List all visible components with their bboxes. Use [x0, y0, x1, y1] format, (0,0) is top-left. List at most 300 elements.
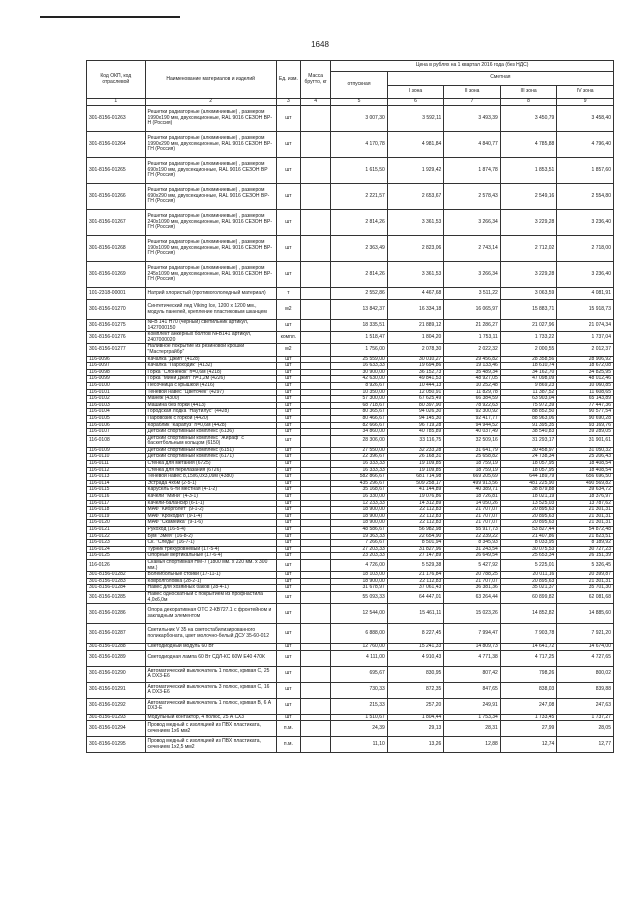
item-name: Синтетический лед Viking Ice, 1200 х 1200 мм., модуль панелей, крепление пластиковым шканцем	[145, 300, 276, 320]
price-release: 30 900,00	[331, 369, 388, 376]
price-release: 18 900,00	[331, 507, 388, 514]
price-zone-4: 31 050,32	[557, 447, 614, 454]
price-release: 42 630,00	[331, 376, 388, 383]
item-mass	[300, 210, 330, 236]
price-zone-3: 53 827,44	[500, 527, 557, 534]
price-zone-2: 21 707,07	[444, 520, 501, 527]
price-zone-3: 14 852,82	[500, 604, 557, 624]
page-number: 1648	[311, 40, 329, 49]
item-code: 116-0108	[87, 435, 146, 447]
item-unit: шт	[276, 714, 300, 721]
price-zone-3: 34 162,70	[500, 369, 557, 376]
item-unit: шт	[276, 474, 300, 481]
price-zone-4: 2 012,37	[557, 344, 614, 356]
item-mass	[300, 382, 330, 389]
price-zone-3: 15 883,71	[500, 300, 557, 320]
price-zone-4: 14 674,00	[557, 644, 614, 651]
price-zone-3: 30 458,97	[500, 447, 557, 454]
price-release: 12 760,00	[331, 644, 388, 651]
item-unit: шт	[276, 513, 300, 520]
table-row	[87, 624, 614, 644]
price-zone-4: 3 458,40	[557, 106, 614, 132]
price-release: 1 518,47	[331, 332, 388, 344]
item-unit: шт	[276, 540, 300, 547]
item-name: Турник трехуровневый (17-5-4)	[145, 546, 276, 553]
price-zone-3: 644 189,79	[500, 474, 557, 481]
item-code: 116-0102	[87, 396, 146, 403]
price-zone-3: 35 021,37	[500, 585, 557, 592]
col-number: 9	[557, 99, 614, 106]
price-zone-3: 20 895,63	[500, 513, 557, 520]
price-release: 2 552,86	[331, 288, 388, 300]
item-name: Качели "Мини" (4-3-1)	[145, 494, 276, 501]
item-unit: шт	[276, 487, 300, 494]
price-release: 25 559,00	[331, 356, 388, 363]
item-code: 301-8156-01290	[87, 666, 146, 682]
header-zone-2: II зона	[444, 85, 501, 99]
price-zone-3: 3 063,59	[500, 288, 557, 300]
item-unit: шт	[276, 363, 300, 370]
price-zone-3: 18 610,74	[500, 363, 557, 370]
price-zone-2: 21 707,07	[444, 513, 501, 520]
price-zone-2: 63 264,44	[444, 591, 501, 603]
price-release: 19 363,33	[331, 533, 388, 540]
item-name: Решетки радиаторные (алюминиевые) , размером 190х1090 мм, двухсекционные, RAL 9016 СЕЗОН ВР-ГН (Россия)	[145, 236, 276, 262]
price-zone-4: 35 701,30	[557, 585, 614, 592]
price-zone-2: 3 511,22	[444, 288, 501, 300]
price-release: 695,67	[331, 666, 388, 682]
price-zone-1: 94 026,30	[387, 409, 444, 416]
item-name: Модульный контактор, 4 полюс, 25 А СХ3	[145, 714, 276, 721]
header-unit: Ед. изм.	[276, 61, 300, 99]
item-unit: шт	[276, 356, 300, 363]
price-release: 80 365,67	[331, 409, 388, 416]
item-mass	[300, 494, 330, 501]
price-zone-2: 1 753,11	[444, 332, 501, 344]
price-release: 582 866,67	[331, 474, 388, 481]
table-row	[87, 320, 614, 332]
item-name: Автоматический выключатель 3 полюс, кривая С, 16 А DX3-E6	[145, 682, 276, 698]
price-zone-4: 800,02	[557, 666, 614, 682]
table-row	[87, 288, 614, 300]
price-zone-2: 18 726,81	[444, 494, 501, 501]
price-zone-2: 21 707,07	[444, 578, 501, 585]
item-code: 116-0121	[87, 527, 146, 534]
item-mass	[300, 447, 330, 454]
price-zone-1: 37 061,43	[387, 585, 444, 592]
item-unit: шт	[276, 396, 300, 403]
col-number: 5	[331, 99, 388, 106]
item-unit: шт	[276, 533, 300, 540]
item-name: Светильник V 35 на светостабилизированного поликарбоната, цвет молочно-белый ДСУ 35-60-012	[145, 624, 276, 644]
item-name: Манеж (4300)	[145, 396, 276, 403]
price-zone-2: 5 427,92	[444, 559, 501, 571]
item-name: Эстрада 4х6м (2-5-1)	[145, 480, 276, 487]
price-zone-2: 48 927,05	[444, 376, 501, 383]
header-code: Код ОКП, код отраслевой	[87, 61, 146, 99]
item-unit: м2	[276, 344, 300, 356]
item-name: Волейбольные стойки (17-11-1)	[145, 572, 276, 579]
price-release: 12 544,00	[331, 604, 388, 624]
item-mass	[300, 300, 330, 320]
item-unit: шт	[276, 507, 300, 514]
item-mass	[300, 533, 330, 540]
price-release: 16 333,33	[331, 467, 388, 474]
price-release: 2 221,57	[331, 184, 388, 210]
price-release: 215,33	[331, 698, 388, 714]
price-zone-2: 32 509,16	[444, 435, 501, 447]
item-name: Качалка "Пароходик" (4132)	[145, 363, 276, 370]
item-unit: шт	[276, 369, 300, 376]
price-zone-3: 21 027,96	[500, 320, 557, 332]
col-number: 7	[444, 99, 501, 106]
price-release: 4 726,00	[331, 559, 388, 571]
item-code: 116-0113	[87, 474, 146, 481]
price-zone-3: 91 395,35	[500, 422, 557, 429]
item-mass	[300, 236, 330, 262]
item-mass	[300, 435, 330, 447]
item-unit: шт	[276, 494, 300, 501]
price-zone-2: 2 743,14	[444, 236, 501, 262]
item-name: Стенка для перелазания (6726)	[145, 467, 276, 474]
item-mass	[300, 513, 330, 520]
price-zone-2: 19 133,46	[444, 363, 501, 370]
item-mass	[300, 467, 330, 474]
item-mass	[300, 344, 330, 356]
item-mass	[300, 402, 330, 409]
table-body	[87, 106, 614, 753]
price-release: 8 926,67	[331, 382, 388, 389]
item-mass	[300, 356, 330, 363]
price-zone-1: 2 823,06	[387, 236, 444, 262]
item-code: 116-0100	[87, 382, 146, 389]
item-name: Кораблик "Карапуз" h=0,6м (4428)	[145, 422, 276, 429]
item-unit: шт	[276, 572, 300, 579]
price-zone-3: 31 293,17	[500, 435, 557, 447]
price-zone-1: 94 145,30	[387, 415, 444, 422]
item-name: Теневой навес 8,15х6,0х3,09м (4380)	[145, 474, 276, 481]
table-row	[87, 737, 614, 753]
price-zone-1: 12 050,91	[387, 389, 444, 396]
item-name: Паровозик с горкой (4420)	[145, 415, 276, 422]
item-mass	[300, 714, 330, 721]
price-zone-4: 18 376,97	[557, 494, 614, 501]
price-zone-2: 31 641,79	[444, 447, 501, 454]
item-name: Решетки радиаторные (алюминиевые) , размером 245х1090 мм, двухсекционные, RAL 9016 СЕЗОН ВР-ГН (Россия)	[145, 262, 276, 288]
item-mass	[300, 624, 330, 644]
price-zone-3: 20 895,63	[500, 507, 557, 514]
price-zone-2: 40 389,71	[444, 487, 501, 494]
price-release: 4 111,00	[331, 650, 388, 666]
price-zone-2: 7 994,47	[444, 624, 501, 644]
item-mass	[300, 288, 330, 300]
item-name: Городская лодка "Наутилус" (4428)	[145, 409, 276, 416]
price-zone-4: 18 672,08	[557, 363, 614, 370]
price-release: 35 168,67	[331, 487, 388, 494]
price-zone-4: 4 796,40	[557, 132, 614, 158]
price-release: 2 814,26	[331, 262, 388, 288]
price-zone-3: 5 225,01	[500, 559, 557, 571]
price-release: 16 330,00	[331, 494, 388, 501]
price-zone-2: 12,88	[444, 737, 501, 753]
price-release: 1 756,00	[331, 344, 388, 356]
item-mass	[300, 369, 330, 376]
price-zone-4: 26 151,39	[557, 553, 614, 560]
price-zone-1: 22 112,83	[387, 513, 444, 520]
price-zone-3: 18 057,95	[500, 461, 557, 468]
price-zone-2: 669 205,69	[444, 474, 501, 481]
table-row	[87, 184, 614, 210]
item-code: 116-0126	[87, 559, 146, 571]
item-name: Скамья спортивная НМ-7 (1800 мм. х 220 мм. х 300 мм.)	[145, 559, 276, 571]
price-zone-1: 29,13	[387, 721, 444, 737]
price-zone-1: 26 168,31	[387, 454, 444, 461]
item-name: Стенка для метания (6725)	[145, 461, 276, 468]
price-zone-4: 21 301,31	[557, 520, 614, 527]
table-row	[87, 650, 614, 666]
price-zone-1: 10 444,13	[387, 382, 444, 389]
header-zone-4: IV зона	[557, 85, 614, 99]
table-row	[87, 714, 614, 721]
item-name: МАФ "Крокодил" (9-1-4)	[145, 513, 276, 520]
col-number: 4	[300, 99, 330, 106]
price-release: 3 007,30	[331, 106, 388, 132]
price-zone-2: 25 658,82	[444, 454, 501, 461]
price-zone-2: 4 771,38	[444, 650, 501, 666]
price-zone-1: 4 910,43	[387, 650, 444, 666]
item-unit: шт	[276, 553, 300, 560]
item-mass	[300, 500, 330, 507]
price-zone-3: 38 879,88	[500, 487, 557, 494]
price-zone-2: 11 829,78	[444, 389, 501, 396]
item-code: 116-0124	[87, 546, 146, 553]
table-row	[87, 604, 614, 624]
item-code: 116-0103	[87, 402, 146, 409]
price-zone-4: 90 577,54	[557, 409, 614, 416]
item-unit: шт	[276, 158, 300, 184]
price-zone-2: 8 345,93	[444, 540, 501, 547]
table-row	[87, 300, 614, 320]
item-mass	[300, 158, 330, 184]
price-release: 730,33	[331, 682, 388, 698]
price-zone-1: 1 929,42	[387, 158, 444, 184]
price-zone-3: 38 540,83	[500, 429, 557, 436]
price-zone-1: 1 804,20	[387, 332, 444, 344]
price-zone-4: 34 825,95	[557, 369, 614, 376]
item-code: 116-0122	[87, 533, 146, 540]
item-name: Детский спортивный комплекс "Жираф" с баскетбольным кольцом (6150)	[145, 435, 276, 447]
price-zone-4: 25 206,43	[557, 454, 614, 461]
item-unit: м2	[276, 300, 300, 320]
price-release: 48 586,67	[331, 527, 388, 534]
price-release: 27 203,33	[331, 546, 388, 553]
item-mass	[300, 409, 330, 416]
price-zone-4: 39 634,72	[557, 487, 614, 494]
item-mass	[300, 520, 330, 527]
price-release: 22 396,67	[331, 454, 388, 461]
item-code: 116-0097	[87, 363, 146, 370]
price-release: 18 900,00	[331, 513, 388, 520]
price-release: 57 300,00	[331, 396, 388, 403]
price-release: 18 900,00	[331, 578, 388, 585]
item-name: Детский спортивный комплекс (6171)	[145, 454, 276, 461]
item-mass	[300, 389, 330, 396]
item-name: NFB 141 H70 (черный) светильник артикул, 1427000150	[145, 320, 276, 332]
table-row	[87, 236, 614, 262]
price-zone-3: 20 895,63	[500, 578, 557, 585]
price-zone-3: 4 717,25	[500, 650, 557, 666]
table-row	[87, 591, 614, 603]
item-name: Автоматический выключатель 1 полюс, кривая С, 25 А DX3-E6	[145, 666, 276, 682]
price-zone-2: 15 023,26	[444, 604, 501, 624]
item-name: Навес односкатный с покрытием из профнастила 4,0х6,0м	[145, 591, 276, 603]
item-mass	[300, 698, 330, 714]
item-code: 116-0123	[87, 540, 146, 547]
item-name: МАФ "Скамейка" (9-1-6)	[145, 520, 276, 527]
item-unit: компл.	[276, 332, 300, 344]
price-zone-4: 14 885,60	[557, 604, 614, 624]
item-code: 301-8156-01276	[87, 332, 146, 344]
price-zone-2: 35 489,34	[444, 369, 501, 376]
item-unit: шт	[276, 585, 300, 592]
item-name: Наливное покрытие из резиновой крошки "Мастерграйбр"	[145, 344, 276, 356]
item-mass	[300, 363, 330, 370]
price-zone-3: 88 963,06	[500, 415, 557, 422]
price-zone-1: 40 785,89	[387, 429, 444, 436]
item-name: Решетки радиаторные (алюминиевые) , размером 690х290 мм, двухсекционные, RAL 9016 СЕЗОН ВР-ГН (Россия)	[145, 184, 276, 210]
item-code: 301-8156-01270	[87, 300, 146, 320]
price-zone-3: 1 733,45	[500, 714, 557, 721]
item-code: 301-8156-01263	[87, 106, 146, 132]
item-mass	[300, 429, 330, 436]
price-zone-1: 19 076,86	[387, 494, 444, 501]
price-zone-1: 49 841,53	[387, 376, 444, 383]
price-zone-4: 21 074,34	[557, 320, 614, 332]
price-zone-4: 4 081,91	[557, 288, 614, 300]
col-number: 6	[387, 99, 444, 106]
price-zone-1: 3 361,53	[387, 210, 444, 236]
col-number: 1	[87, 99, 146, 106]
item-code: 101-2318-00001	[87, 288, 146, 300]
item-unit: шт	[276, 184, 300, 210]
price-zone-2: 14 809,73	[444, 644, 501, 651]
item-code: 116-0119	[87, 513, 146, 520]
item-unit: шт	[276, 422, 300, 429]
item-code: 116-0098	[87, 369, 146, 376]
item-mass	[300, 585, 330, 592]
item-unit: шт	[276, 527, 300, 534]
item-unit: шт	[276, 559, 300, 571]
item-name: Песочница с крышкой (4216)	[145, 382, 276, 389]
item-code: 116-0120	[87, 520, 146, 527]
item-code: 116-0118	[87, 507, 146, 514]
item-unit: шт	[276, 435, 300, 447]
item-mass	[300, 422, 330, 429]
item-name: МАФ "Кибрголет" (9-1-2)	[145, 507, 276, 514]
price-release: 7 266,67	[331, 540, 388, 547]
price-zone-3: 2 000,55	[500, 344, 557, 356]
item-unit: шт	[276, 402, 300, 409]
item-name: Ковролголовка (28-2-1)	[145, 578, 276, 585]
price-zone-1: 41 144,89	[387, 487, 444, 494]
item-mass	[300, 262, 330, 288]
item-code: 301-8156-01286	[87, 604, 146, 624]
price-zone-3: 63 903,04	[500, 396, 557, 403]
item-unit: шт	[276, 132, 300, 158]
price-release: 4 170,78	[331, 132, 388, 158]
item-unit: шт	[276, 520, 300, 527]
price-zone-3: 2 549,16	[500, 184, 557, 210]
item-name: Навес для хозяйных баков (28-4-1)	[145, 585, 276, 592]
item-name: Светодиодный модуль 60 Вт	[145, 644, 276, 651]
item-code: 301-8156-01294	[87, 721, 146, 737]
price-zone-2: 10 252,48	[444, 382, 501, 389]
item-code: 116-0107	[87, 429, 146, 436]
item-name: Опорные вертикальные (17-6-4)	[145, 553, 276, 560]
price-zone-3: 25 653,34	[500, 553, 557, 560]
price-zone-1: 27 147,89	[387, 553, 444, 560]
price-zone-4: 77 447,36	[557, 402, 614, 409]
item-code: 301-8156-01266	[87, 184, 146, 210]
price-zone-1: 31 827,96	[387, 546, 444, 553]
price-zone-4: 8 189,92	[557, 540, 614, 547]
item-code: 301-8156-01275	[87, 320, 146, 332]
price-zone-3: 12,74	[500, 737, 557, 753]
price-release: 68 718,67	[331, 402, 388, 409]
item-unit: т	[276, 288, 300, 300]
item-code: 301-8156-01284	[87, 585, 146, 592]
price-zone-2: 18 759,19	[444, 467, 501, 474]
price-zone-2: 3 266,34	[444, 262, 501, 288]
price-zone-3: 75 972,39	[500, 402, 557, 409]
item-unit: п.м.	[276, 721, 300, 737]
item-unit: шт	[276, 500, 300, 507]
item-unit: шт	[276, 624, 300, 644]
price-zone-2: 18 759,19	[444, 461, 501, 468]
table-row	[87, 435, 614, 447]
price-zone-4: 21 301,31	[557, 507, 614, 514]
item-code: 116-0110	[87, 454, 146, 461]
item-unit: шт	[276, 210, 300, 236]
price-zone-1: 36 152,73	[387, 369, 444, 376]
price-release: 31 678,97	[331, 585, 388, 592]
table-row	[87, 559, 614, 571]
price-zone-1: 96 719,28	[387, 422, 444, 429]
price-zone-4: 2 718,00	[557, 236, 614, 262]
price-zone-3: 20 011,16	[500, 572, 557, 579]
price-zone-1: 681 714,98	[387, 474, 444, 481]
price-release: 82 666,67	[331, 422, 388, 429]
price-zone-3: 47 098,09	[500, 376, 557, 383]
item-mass	[300, 604, 330, 624]
price-zone-1: 56 982,98	[387, 527, 444, 534]
price-zone-3: 4 785,88	[500, 132, 557, 158]
price-zone-1: 30 010,27	[387, 356, 444, 363]
price-zone-2: 1 753,34	[444, 714, 501, 721]
price-zone-2: 1 874,78	[444, 158, 501, 184]
price-zone-1: 19 109,85	[387, 461, 444, 468]
price-zone-3: 13 525,03	[500, 500, 557, 507]
item-mass	[300, 540, 330, 547]
price-zone-3: 3 229,28	[500, 262, 557, 288]
price-zone-2: 499 913,56	[444, 480, 501, 487]
item-unit: шт	[276, 644, 300, 651]
item-unit: шт	[276, 262, 300, 288]
header-price-group: Цена в рублях на 1 квартал 2016 года (без НДС)	[331, 61, 614, 72]
item-code: 301-8156-01289	[87, 650, 146, 666]
item-unit: шт	[276, 106, 300, 132]
price-release: 1 615,50	[331, 158, 388, 184]
